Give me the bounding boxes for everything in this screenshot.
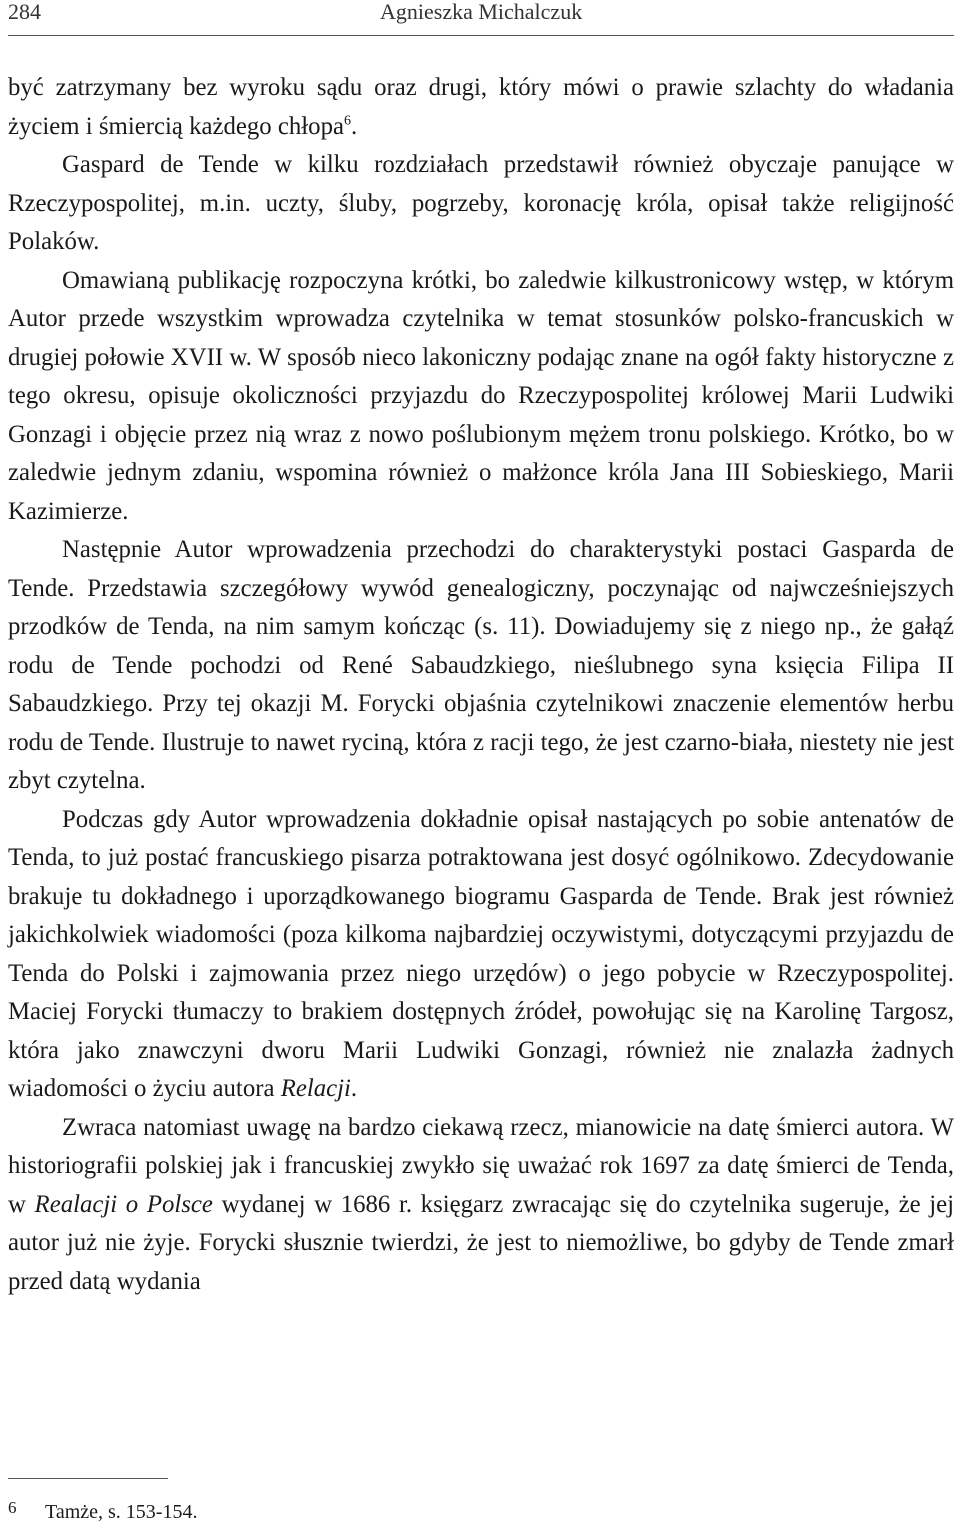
footnote-number: 6 <box>8 1498 17 1517</box>
paragraph-text: wydanej w 1686 r. księgarz zwracając się do czytelnika sugeruje, że jej autor już nie żyje. Forycki słusznie twierdzi, że jest to niemożliwe, bo gdyby de Tende zmarł przed datą wydania <box>8 1190 955 1295</box>
running-header <box>8 0 954 38</box>
footnote-reference[interactable]: 6 <box>343 113 351 129</box>
paragraph-5 <box>8 801 954 1109</box>
footnote-text: Tamże, s. 153-154. <box>45 1501 198 1523</box>
paragraph-text: . <box>350 1075 358 1102</box>
italic-title: Realacji o Polsce <box>34 1190 213 1218</box>
paragraph-1 <box>8 69 954 146</box>
paragraph-text: Zwraca natomiast uwagę na bardzo ciekawą rzecz, mianowicie na datę śmierci autora. W historiografii polskiej jak i francuskiej zwykło się uważać rok 1697 za datę śmierci de Tenda, w <box>8 1113 954 1218</box>
running-head-author: Agnieszka Michalczuk <box>380 0 583 24</box>
paragraph-4: Następnie Autor wprowadzenia przechodzi do charakterystyki postaci Gasparda de Tende. Przedstawia szczegółowy wywód genealogiczny, poczynając od najwcześniejszych przodków de Tenda, na nim samym kończąc (s. 11). Dowiadujemy się z niego np., że gałąź rodu de Tende pochodzi od René Sabaudzkiego, nieślubnego syna księcia Filipa II Sabaudzkiego. Przy tej okazji M. Forycki objaśnia czytelnikowi znaczenie elementów herbu rodu de Tende. Ilustruje to nawet ryciną, która z racji tego, że jest czarno-biała, niestety nie jest zbyt czytelna. <box>8 536 954 794</box>
paragraph-text: Podczas gdy Autor wprowadzenia dokładnie opisał nastających po sobie antenatów de Tenda, to już postać francuskiego pisarza potraktowana jest dosyć ogólnikowo. Zdecydowanie brakuje tu dokładnego i uporządkowanego biogramu Gasparda de Tende. Brak jest również jakichkolwiek wiadomości (poza kilkoma najbardziej oczywistymi, dotyczącymi przyjazdu de Tenda do Polski i zajmowania przez niego urzędów) o jego pobycie w Rzeczypospolitej. Maciej Forycki tłumaczy to brakiem dostępnych źródeł, powołując się na Karolinę Targosz, która jako znawczyni dworu Marii Ludwiki Gonzagi, również nie znalazła żadnych wiadomości o życiu autora <box>8 805 954 1102</box>
header-rule <box>8 35 954 36</box>
paragraph-3: Omawianą publikację rozpoczyna krótki, bo zaledwie kilkustronicowy wstęp, w którym Autor przede wszystkim wprowadza czytelnika w temat stosunków polsko-francuskich w drugiej połowie XVII w. W sposób nieco lakoniczny podając znane na ogół fakty historyczne z tego okresu, opisuje okoliczności przyjazdu do Rzeczypospolitej królowej Marii Ludwiki Gonzagi i objęcie przez nią wraz z nowo poślubionym mężem tronu polskiego. Krótko, bo w zaledwie jednym zdaniu, wspomina również o małżonce króla Jana III Sobieskiego, Marii Kazimierze. <box>8 266 954 525</box>
paragraph-text: . <box>350 112 358 140</box>
paragraph-text: być zatrzymany bez wyroku sądu oraz drugi, który mówi o prawie szlachty do władania życiem i śmiercią każdego chłopa <box>8 74 954 140</box>
paragraph-2: Gaspard de Tende w kilku rozdziałach przedstawił również obyczaje panujące w Rzeczypospolitej, m.in. uczty, śluby, pogrzeby, koronację króla, opisał także religijność Polaków. <box>8 151 954 255</box>
footnote-rule <box>8 1478 168 1479</box>
main-text <box>8 69 954 1301</box>
page-number: 284 <box>8 0 41 24</box>
paragraph-6 <box>8 1109 954 1302</box>
italic-title: Relacji <box>280 1075 351 1102</box>
